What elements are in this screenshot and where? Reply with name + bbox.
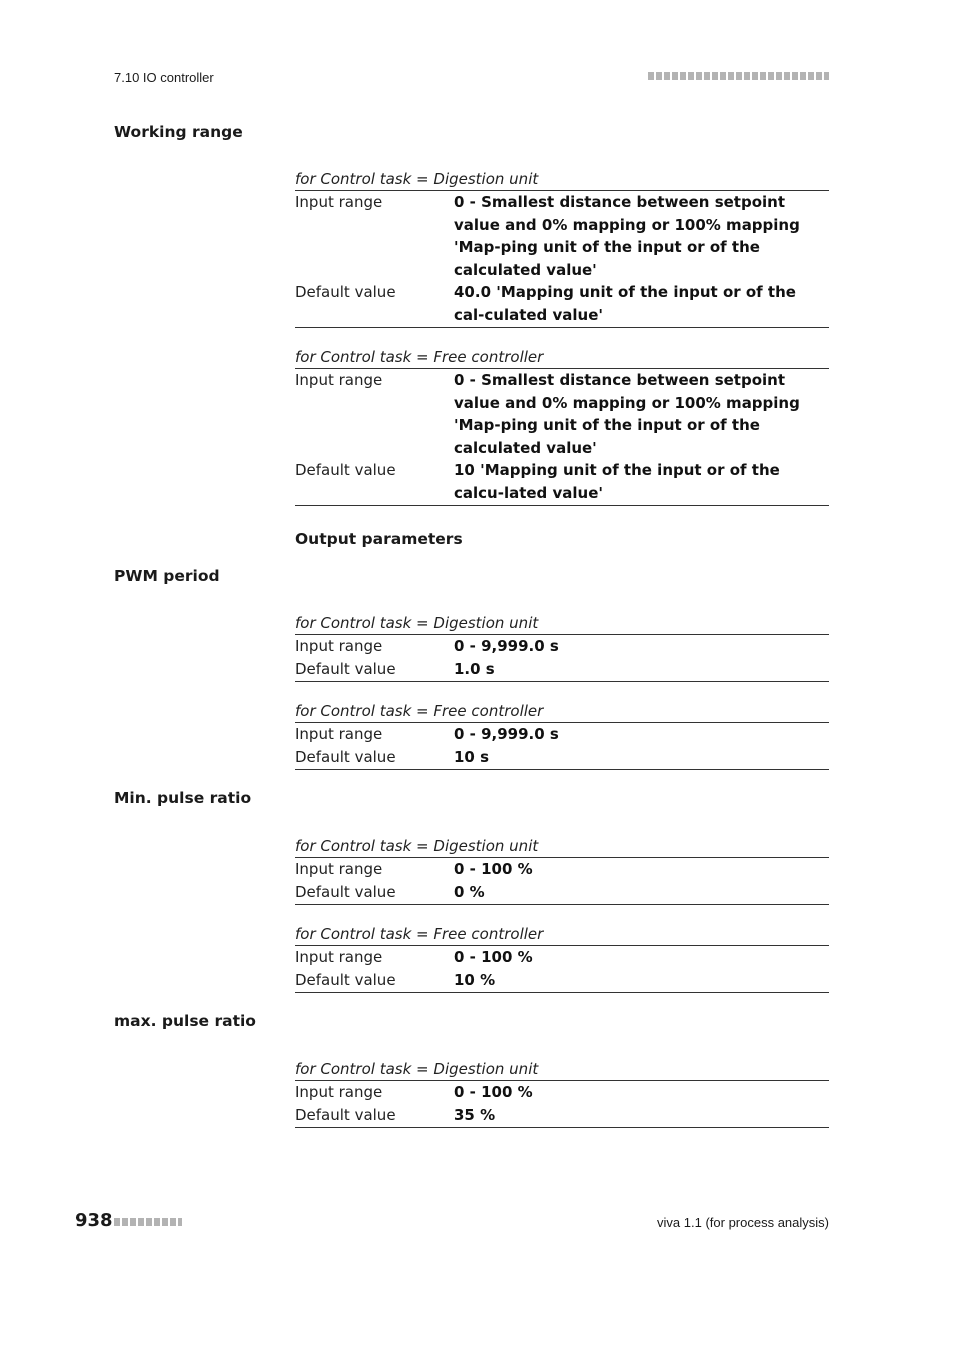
table-caption: for Control task = Digestion unit bbox=[295, 835, 829, 858]
row-label: Input range bbox=[295, 371, 383, 389]
table-row bbox=[295, 1081, 829, 1104]
table-row bbox=[295, 881, 829, 904]
table-row bbox=[295, 191, 829, 281]
row-value: 1.0 s bbox=[454, 659, 495, 678]
table-row bbox=[295, 459, 829, 504]
row-value: 10 'Mapping unit of the input or of the calcu-lated value' bbox=[454, 461, 780, 502]
footer-document-title: viva 1.1 (for process analysis) bbox=[657, 1215, 829, 1230]
heading-output-parameters: Output parameters bbox=[295, 530, 463, 548]
row-value: 0 - Smallest distance between setpoint value and 0% mapping or 100% mapping 'Map-ping unit of the input or of the calculated value' bbox=[454, 193, 800, 279]
row-value: 0 - 9,999.0 s bbox=[454, 637, 559, 655]
table-row bbox=[295, 746, 829, 769]
row-label: Input range bbox=[295, 948, 383, 966]
table-row bbox=[295, 858, 829, 881]
page-number: 938 bbox=[75, 1210, 113, 1231]
param-table-max-pulse-digestion bbox=[295, 1058, 829, 1128]
row-label: Default value bbox=[295, 659, 396, 678]
table-row bbox=[295, 281, 829, 326]
table-row bbox=[295, 658, 829, 681]
table-row bbox=[295, 946, 829, 969]
table-caption: for Control task = Digestion unit bbox=[295, 1058, 829, 1081]
table-caption: for Control task = Free controller bbox=[295, 346, 829, 369]
table-row bbox=[295, 1104, 829, 1127]
row-value: 0 - 100 % bbox=[454, 860, 533, 878]
row-value: 40.0 'Mapping unit of the input or of the cal-culated value' bbox=[454, 283, 796, 324]
table-caption: for Control task = Free controller bbox=[295, 700, 829, 723]
row-label: Default value bbox=[295, 747, 396, 766]
table-caption: for Control task = Digestion unit bbox=[295, 168, 829, 191]
table-row bbox=[295, 369, 829, 459]
table-caption: for Control task = Free controller bbox=[295, 923, 829, 946]
row-label: Default value bbox=[295, 1105, 396, 1124]
param-table-pwm-digestion bbox=[295, 612, 829, 682]
row-label: Input range bbox=[295, 193, 383, 211]
table-row bbox=[295, 723, 829, 746]
heading-pwm-period: PWM period bbox=[114, 567, 220, 585]
table-row bbox=[295, 635, 829, 658]
table-caption: for Control task = Digestion unit bbox=[295, 612, 829, 635]
row-label: Input range bbox=[295, 725, 383, 743]
row-value: 35 % bbox=[454, 1105, 496, 1124]
heading-max-pulse-ratio: max. pulse ratio bbox=[114, 1012, 256, 1030]
param-table-working-range-free bbox=[295, 346, 829, 506]
row-label: Input range bbox=[295, 860, 383, 878]
param-table-pwm-free bbox=[295, 700, 829, 770]
heading-min-pulse-ratio: Min. pulse ratio bbox=[114, 789, 252, 807]
param-table-min-pulse-digestion bbox=[295, 835, 829, 905]
row-label: Input range bbox=[295, 1083, 383, 1101]
running-header-section: 7.10 IO controller bbox=[114, 70, 214, 85]
row-label: Default value bbox=[295, 461, 396, 479]
row-value: 10 s bbox=[454, 747, 490, 766]
row-value: 0 - 9,999.0 s bbox=[454, 725, 559, 743]
row-value: 0 % bbox=[454, 882, 485, 901]
row-value: 0 - 100 % bbox=[454, 1083, 533, 1101]
param-table-working-range-digestion bbox=[295, 168, 829, 328]
row-label: Default value bbox=[295, 970, 396, 989]
row-label: Input range bbox=[295, 637, 383, 655]
row-value: 0 - 100 % bbox=[454, 948, 533, 966]
table-row bbox=[295, 969, 829, 992]
heading-working-range: Working range bbox=[114, 123, 243, 141]
header-decoration-dots bbox=[648, 72, 829, 80]
row-label: Default value bbox=[295, 882, 396, 901]
param-table-min-pulse-free bbox=[295, 923, 829, 993]
row-label: Default value bbox=[295, 283, 396, 301]
row-value: 0 - Smallest distance between setpoint value and 0% mapping or 100% mapping 'Map-ping unit of the input or of the calculated value' bbox=[454, 371, 800, 457]
footer-decoration-dots bbox=[114, 1218, 182, 1226]
row-value: 10 % bbox=[454, 970, 496, 989]
